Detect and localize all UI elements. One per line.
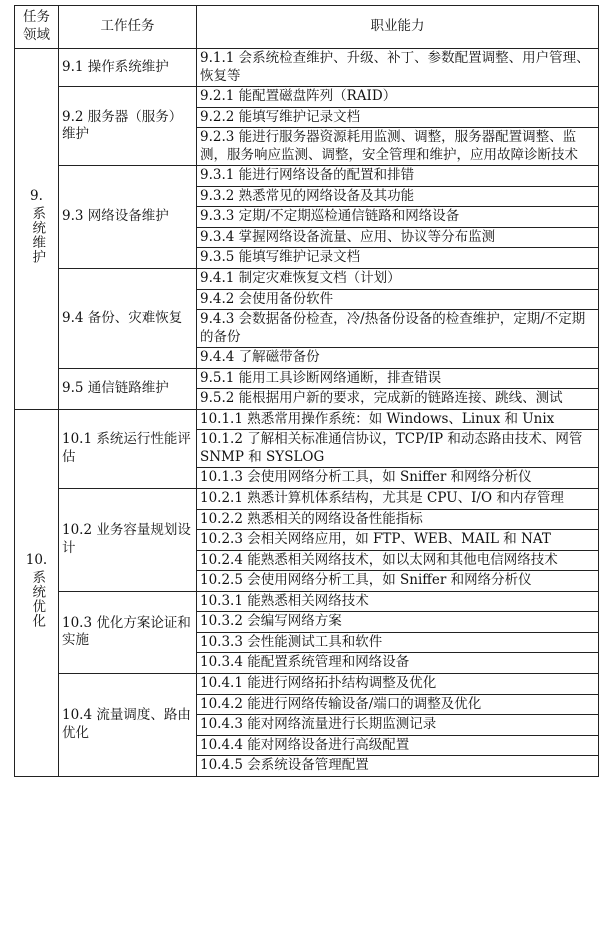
table-row: [15, 87, 599, 108]
task-cell: 10.3 优化方案论证和实施: [59, 591, 197, 673]
capability-cell: 9.4.3 会数据备份检查，冷/热备份设备的检查维护，定期/不定期的备份: [197, 310, 599, 348]
task-cell: 10.2 业务容量规划设计: [59, 489, 197, 592]
capability-cell: 10.3.3 会性能测试工具和软件: [197, 632, 599, 653]
header-domain: 任务领域: [15, 6, 59, 49]
capability-cell: 10.4.4 能对网络设备进行高级配置: [197, 735, 599, 756]
capability-cell: 10.3.2 会编写网络方案: [197, 612, 599, 633]
capability-cell: 9.4.1 制定灾难恢复文档（计划）: [197, 269, 599, 290]
task-cell: 9.3 网络设备维护: [59, 166, 197, 269]
domain-cell: [15, 409, 59, 776]
header-row: [15, 6, 599, 49]
table-row: [15, 489, 599, 510]
domain-number: 10.: [25, 552, 48, 569]
capability-cell: 10.2.3 会相关网络应用，如 FTP、WEB、MAIL 和 NAT: [197, 530, 599, 551]
capability-cell: 10.2.2 熟悉相关的网络设备性能指标: [197, 509, 599, 530]
domain-number: 9.: [30, 188, 43, 205]
table-row: [15, 673, 599, 694]
capability-cell: 9.3.5 能填写维护记录文档: [197, 248, 599, 269]
task-cell: 9.5 通信链路维护: [59, 368, 197, 409]
capability-cell: 9.2.3 能进行服务器资源耗用监测、调整，服务器配置调整、监测，服务响应监测、调整，安全管理和维护，应用故障诊断技术: [197, 128, 599, 166]
table-row: [15, 591, 599, 612]
header-task: 工作任务: [59, 6, 197, 49]
table-row: [15, 368, 599, 389]
capability-cell: 10.4.2 能进行网络传输设备/端口的调整及优化: [197, 694, 599, 715]
capability-cell: 9.4.2 会使用备份软件: [197, 289, 599, 310]
table-row: [15, 409, 599, 430]
capability-cell: 10.3.4 能配置系统管理和网络设备: [197, 653, 599, 674]
capability-cell: 10.2.1 熟悉计算机体系结构，尤其是 CPU、I/O 和内存管理: [197, 489, 599, 510]
header-capability: 职业能力: [197, 6, 599, 49]
capability-cell: 10.3.1 能熟悉相关网络技术: [197, 591, 599, 612]
capability-cell: 9.2.1 能配置磁盘阵列（RAID）: [197, 87, 599, 108]
domain-name: 系统优化: [29, 569, 46, 628]
domain-cell: [15, 49, 59, 410]
table-row: [15, 49, 599, 87]
capability-cell: 9.3.2 熟悉常见的网络设备及其功能: [197, 186, 599, 207]
capability-cell: 10.2.5 会使用网络分析工具，如 Sniffer 和网络分析仪: [197, 571, 599, 592]
task-cell: 9.1 操作系统维护: [59, 49, 197, 87]
table-body: [15, 49, 599, 777]
capability-cell: 9.5.2 能根据用户新的要求，完成新的链路连接、跳线、测试: [197, 389, 599, 410]
capability-cell: 9.3.1 能进行网络设备的配置和排错: [197, 166, 599, 187]
capability-cell: 10.2.4 能熟悉相关网络技术，如以太网和其他电信网络技术: [197, 550, 599, 571]
task-cell: 10.1 系统运行性能评估: [59, 409, 197, 488]
task-cell: 9.4 备份、灾难恢复: [59, 269, 197, 369]
task-cell: 9.2 服务器（服务）维护: [59, 87, 197, 166]
capability-cell: 9.4.4 了解磁带备份: [197, 348, 599, 369]
capability-cell: 9.1.1 会系统检查维护、升级、补丁、参数配置调整、用户管理、恢复等: [197, 49, 599, 87]
capability-cell: 9.3.3 定期/不定期巡检通信链路和网络设备: [197, 207, 599, 228]
competency-table: [14, 5, 599, 777]
capability-cell: 9.2.2 能填写维护记录文档: [197, 107, 599, 128]
capability-cell: 10.4.3 能对网络流量进行长期监测记录: [197, 715, 599, 736]
capability-cell: 10.4.1 能进行网络拓扑结构调整及优化: [197, 673, 599, 694]
capability-cell: 9.3.4 掌握网络设备流量、应用、协议等分布监测: [197, 227, 599, 248]
table-row: [15, 269, 599, 290]
capability-cell: 10.1.2 了解相关标准通信协议，TCP/IP 和动态路由技术、网管 SNMP 和 SYSLOG: [197, 430, 599, 468]
capability-cell: 10.1.1 熟悉常用操作系统：如 Windows、Linux 和 Unix: [197, 409, 599, 430]
capability-cell: 10.4.5 会系统设备管理配置: [197, 756, 599, 777]
capability-cell: 9.5.1 能用工具诊断网络通断，排查错误: [197, 368, 599, 389]
domain-name: 系统维护: [29, 205, 46, 264]
table-row: [15, 166, 599, 187]
task-cell: 10.4 流量调度、路由优化: [59, 673, 197, 776]
capability-cell: 10.1.3 会使用网络分析工具，如 Sniffer 和网络分析仪: [197, 468, 599, 489]
